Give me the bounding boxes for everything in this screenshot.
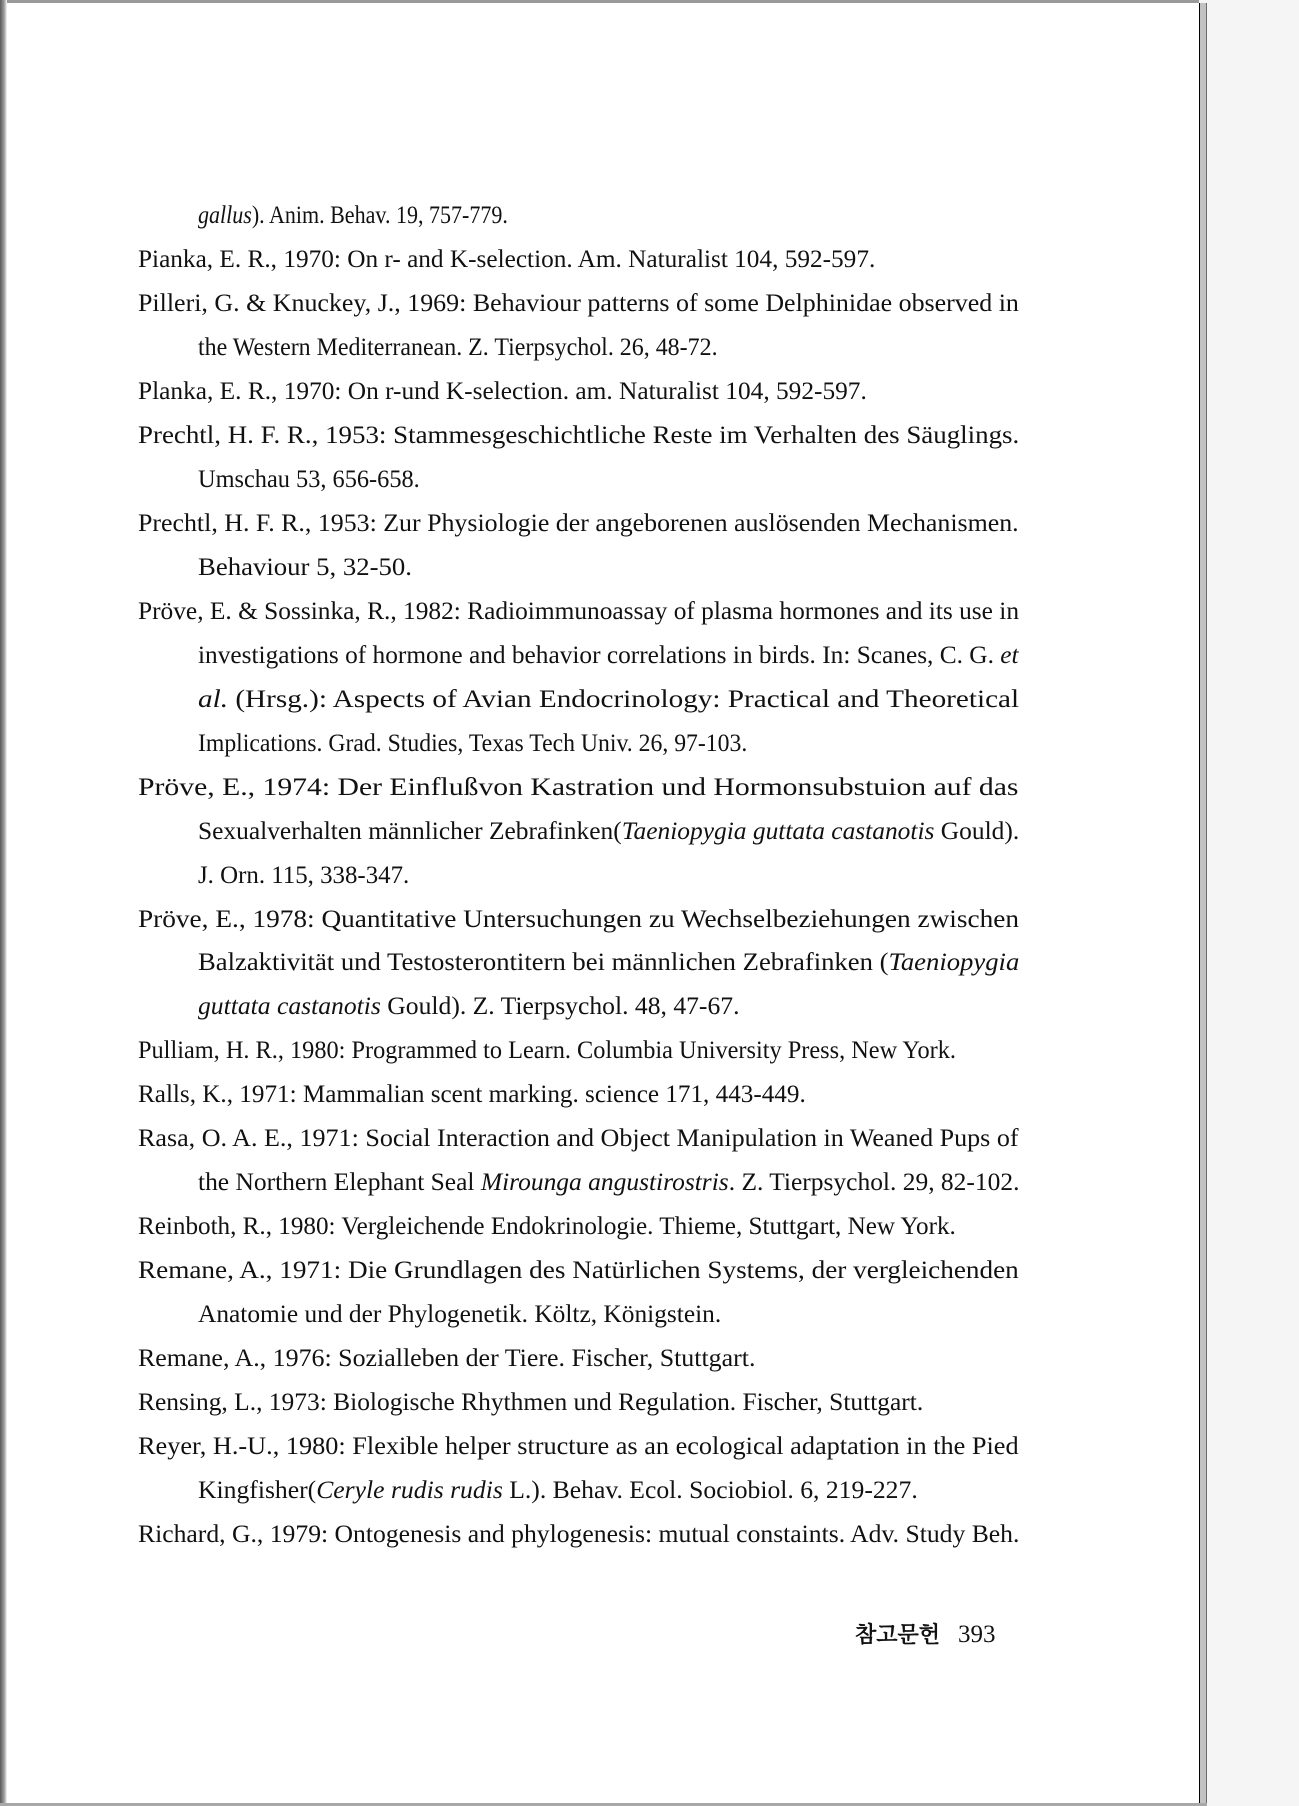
reference-entry-line — [138, 1344, 755, 1374]
reference-text: . Z. Tierpsychol. 29, 82-102. — [728, 1169, 1020, 1196]
italic-species-text: et — [1000, 642, 1019, 669]
italic-species-text: Taeniopygia — [888, 949, 1020, 976]
reference-continuation-line — [198, 817, 1019, 847]
reference-entry-line — [138, 1432, 1019, 1462]
reference-text: J. Orn. 115, 338-347. — [198, 862, 410, 889]
reference-text: Remane, A., 1976: Sozialleben der Tiere. Fischer, Stuttgart. — [138, 1345, 756, 1372]
reference-entry-line — [138, 289, 1019, 319]
reference-text: Prechtl, H. F. R., 1953: Zur Physiologie der angeborenen auslösenden Mechanismen. — [138, 510, 1019, 537]
reference-text: Planka, E. R., 1970: On r-und K-selection. am. Naturalist 104, 592-597. — [138, 378, 867, 405]
reference-continuation-line — [198, 992, 739, 1022]
reference-text: Pilleri, G. & Knuckey, J., 1969: Behaviour patterns of some Delphinidae observed in — [138, 290, 1019, 317]
reference-entry-line — [138, 1080, 806, 1110]
reference-entry-line — [138, 1520, 1019, 1550]
italic-species-text: Ceryle rudis rudis — [316, 1477, 503, 1504]
reference-entry-line — [138, 1036, 956, 1066]
reference-text: Prechtl, H. F. R., 1953: Stammesgeschichtliche Reste im Verhalten des Säuglings. — [138, 422, 1020, 449]
page-number: 393 — [958, 1621, 996, 1648]
reference-continuation-line — [198, 948, 1019, 978]
reference-text: Rensing, L., 1973: Biologische Rhythmen und Regulation. Fischer, Stuttgart. — [138, 1389, 924, 1416]
reference-entry-line — [138, 1256, 1019, 1286]
italic-species-text: guttata castanotis — [198, 993, 381, 1020]
page-left-edge — [0, 0, 7, 1803]
reference-text: Pulliam, H. R., 1980: Programmed to Learn. Columbia University Press, New York. — [138, 1037, 956, 1064]
reference-continuation-line — [198, 1476, 918, 1506]
reference-continuation-line — [198, 201, 508, 231]
reference-text: Implications. Grad. Studies, Texas Tech Univ. 26, 97-103. — [198, 730, 748, 757]
reference-text: L.). Behav. Ecol. Sociobiol. 6, 219-227. — [502, 1477, 918, 1504]
reference-text: (Hrsg.): Aspects of Avian Endocrinology: Practical and Theoretical — [228, 686, 1020, 713]
section-label: 참고문헌 — [855, 1623, 941, 1648]
reference-entry-line — [138, 1388, 923, 1418]
reference-text: Reinboth, R., 1980: Vergleichende Endokrinologie. Thieme, Stuttgart, New York. — [138, 1213, 956, 1240]
reference-continuation-line — [198, 333, 718, 363]
reference-entry-line — [138, 1124, 1019, 1154]
reference-text: Richard, G., 1979: Ontogenesis and phylogenesis: mutual constaints. Adv. Study Beh. — [138, 1521, 1020, 1548]
reference-text: investigations of hormone and behavior correlations in birds. In: Scanes, C. G. — [198, 642, 1001, 669]
page-right-edge — [1199, 3, 1207, 1803]
reference-text: the Western Mediterranean. Z. Tierpsychol. 26, 48-72. — [198, 334, 718, 361]
reference-entry-line — [138, 421, 1019, 451]
reference-text: ). Anim. Behav. 19, 757-779. — [251, 202, 508, 229]
reference-entry-line — [138, 509, 1019, 539]
reference-text: Balzaktivität und Testosterontitern bei männlichen Zebrafinken ( — [198, 949, 889, 976]
reference-entry-line — [138, 773, 1018, 803]
italic-species-text: al. — [198, 686, 229, 713]
reference-entry-line — [138, 377, 867, 407]
reference-text: Gould). — [934, 818, 1020, 845]
reference-text: Sexualverhalten männlicher Zebrafinken( — [198, 818, 622, 845]
reference-text: Kingfisher( — [198, 1477, 317, 1504]
reference-text: Behaviour 5, 32-50. — [198, 554, 412, 581]
reference-continuation-line — [198, 553, 412, 583]
reference-continuation-line — [198, 641, 1019, 671]
reference-text: Pröve, E. & Sossinka, R., 1982: Radioimmunoassay of plasma hormones and its use in — [138, 598, 1020, 625]
italic-species-text: gallus — [198, 202, 252, 229]
reference-continuation-line — [198, 685, 1019, 715]
reference-continuation-line — [198, 861, 409, 891]
reference-text: Umschau 53, 656-658. — [198, 466, 420, 493]
reference-continuation-line — [198, 465, 420, 495]
reference-entry-line — [138, 597, 1019, 627]
reference-text: Reyer, H.-U., 1980: Flexible helper structure as an ecological adaptation in the Pied — [138, 1433, 1019, 1460]
italic-species-text: Mirounga angustirostris — [480, 1169, 729, 1196]
reference-text: Pröve, E., 1974: Der Einflußvon Kastration und Hormonsubstuion auf das — [138, 774, 1019, 801]
reference-text: Pröve, E., 1978: Quantitative Untersuchungen zu Wechselbeziehungen zwischen — [138, 906, 1020, 933]
reference-text: Ralls, K., 1971: Mammalian scent marking. science 171, 443-449. — [138, 1081, 806, 1108]
italic-species-text: Taeniopygia guttata castanotis — [621, 818, 935, 845]
reference-text: Gould). Z. Tierpsychol. 48, 47-67. — [380, 993, 740, 1020]
page-footer — [855, 1618, 996, 1649]
reference-text: the Northern Elephant Seal — [198, 1169, 481, 1196]
reference-entry-line — [138, 1212, 956, 1242]
reference-text: Remane, A., 1971: Die Grundlagen des Natürlichen Systems, der vergleichenden — [138, 1257, 1019, 1284]
reference-text: Anatomie und der Phylogenetik. Költz, Königstein. — [198, 1301, 722, 1328]
reference-continuation-line — [198, 729, 747, 759]
reference-continuation-line — [198, 1168, 1019, 1198]
reference-text: Pianka, E. R., 1970: On r- and K-selection. Am. Naturalist 104, 592-597. — [138, 246, 876, 273]
reference-text: Rasa, O. A. E., 1971: Social Interaction and Object Manipulation in Weaned Pups of — [138, 1125, 1019, 1152]
reference-continuation-line — [198, 1300, 721, 1330]
reference-entry-line — [138, 905, 1019, 935]
reference-entry-line — [138, 245, 875, 275]
